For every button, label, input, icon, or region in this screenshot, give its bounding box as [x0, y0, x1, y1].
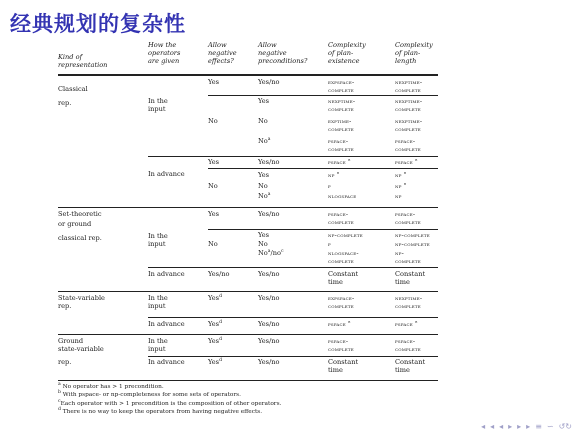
cell: Yes: [208, 158, 220, 166]
cell: pspace- complete: [328, 337, 354, 353]
beamer-navigation: [481, 422, 572, 431]
ground-block: [58, 334, 438, 380]
cell: nexptime- complete: [395, 78, 423, 94]
cell: No$^a$: [258, 191, 271, 200]
cell: Constant time: [328, 270, 359, 286]
row-divider: [148, 356, 438, 357]
prev-frame-icon[interactable]: ◂: [490, 422, 495, 431]
cell: expspace- complete: [328, 294, 355, 310]
cell: No: [208, 182, 218, 190]
complexity-table: [58, 42, 438, 380]
cell: Yes/no: [258, 320, 280, 328]
cell: np $^b$: [328, 170, 340, 179]
cell: nlogspace: [328, 192, 357, 200]
statevariable-advance-label: In advance: [148, 320, 185, 328]
cell: Constant time: [328, 358, 359, 374]
cell: Yes$^d$: [208, 357, 223, 366]
footnotes: [58, 383, 281, 417]
cell: nexptime- complete: [395, 294, 423, 310]
table-header: [58, 42, 438, 75]
next-frame-icon[interactable]: ▸: [517, 422, 522, 431]
cell: pspace- complete: [328, 210, 354, 226]
cell: np-complete: [395, 240, 430, 248]
cell: pspace $^b$: [328, 319, 351, 328]
cell: Yes: [258, 171, 270, 179]
header-kind: Kind of representation: [58, 53, 108, 69]
cell: exptime- complete: [328, 117, 354, 133]
settheoretic-kind-label: Set-theoretic: [58, 210, 102, 218]
settheoretic-block: [58, 207, 438, 291]
cell: Yes/no: [258, 210, 280, 218]
cell: nexptime- complete: [395, 97, 423, 113]
row-divider: [208, 168, 438, 169]
ground-input-label: In the input: [148, 337, 168, 353]
classical-kind-label: Classical: [58, 85, 88, 93]
cell: p: [328, 240, 331, 248]
first-slide-icon[interactable]: ◂: [481, 422, 486, 431]
footnote-d: $^d$ There is no way to keep the operators from having negative effects.: [58, 407, 263, 416]
header-operators: How the operators are given: [148, 41, 181, 65]
next-slide-icon[interactable]: ▸: [508, 422, 513, 431]
cell: No: [258, 240, 268, 248]
cell: Yes/no: [258, 358, 280, 366]
cell: Constant time: [395, 270, 426, 286]
cell: No$^a$: [258, 136, 271, 145]
cell: nexptime- complete: [395, 117, 423, 133]
cell: pspace- complete: [328, 137, 354, 153]
settheoretic-advance-label: In advance: [148, 270, 185, 278]
cell: nlogspace- complete: [328, 249, 359, 265]
cell: Yes: [208, 78, 220, 86]
cell: nexptime- complete: [328, 97, 356, 113]
cell: p: [328, 182, 331, 190]
cell: No: [258, 182, 268, 190]
header-plan-length: Complexity of plan- length: [395, 41, 433, 65]
cell: expspace- complete: [328, 78, 355, 94]
footnote-c: $^c$Each operator with > 1 precondition is the composition of other operators.: [58, 398, 282, 407]
settheoretic-kind-label-2: or ground: [58, 220, 92, 228]
cell: Yes/no: [258, 337, 280, 345]
settheoretic-input-label: In the input: [148, 232, 168, 248]
cell: Yes/no: [258, 78, 280, 86]
settheoretic-kind-label-3: classical rep.: [58, 234, 102, 242]
cell: np: [395, 192, 402, 200]
row-divider: [148, 156, 438, 157]
cell: pspace $^b$: [328, 157, 351, 166]
ground-kind-label: Ground state-variable: [58, 337, 104, 353]
cell: Yes/no: [208, 270, 230, 278]
classical-block: [58, 75, 438, 207]
cell: np- complete: [395, 249, 421, 265]
ground-kind-label-2: rep.: [58, 358, 72, 366]
cell: np-complete: [395, 231, 430, 239]
table-bottom-rule: [58, 380, 438, 381]
header-negative-preconditions: Allow negative preconditions?: [258, 41, 308, 65]
cell: pspace- complete: [395, 337, 421, 353]
statevariable-block: [58, 291, 438, 334]
cell: Constant time: [395, 358, 426, 374]
cell: Yes: [258, 97, 270, 105]
row-divider: [208, 95, 438, 96]
cell: pspace $^b$: [395, 157, 418, 166]
menu-icon[interactable]: ≡: [535, 422, 542, 431]
cell: No: [208, 240, 218, 248]
statevariable-kind-label: State-variable rep.: [58, 294, 105, 310]
ground-advance-label: In advance: [148, 358, 185, 366]
cell: Yes: [258, 231, 270, 239]
row-divider: [148, 267, 438, 268]
cell: np $^b$: [395, 181, 407, 190]
slide-title: 经典规划的复杂性: [10, 12, 186, 36]
last-slide-icon[interactable]: ▸: [526, 422, 531, 431]
cell: pspace- complete: [395, 210, 421, 226]
footnote-a: $^a$ No operator has > 1 precondition.: [58, 382, 164, 390]
cell: np-complete: [328, 231, 363, 239]
row-divider: [148, 317, 438, 318]
statevariable-input-label: In the input: [148, 294, 168, 310]
cell: Yes/no: [258, 158, 280, 166]
row-divider: [208, 229, 438, 230]
classical-input-label: In the input: [148, 97, 168, 113]
cell: pspace- complete: [395, 137, 421, 153]
cell: np $^b$: [395, 170, 407, 179]
cell: Yes/no: [258, 294, 280, 302]
zoom-icon[interactable]: ↺↻: [558, 422, 572, 431]
prev-slide-icon[interactable]: ◂: [499, 422, 504, 431]
classical-kind-label-2: rep.: [58, 99, 72, 107]
cell: $No^a/no^c$: [258, 248, 284, 257]
footnote-b: $^b$ With pspace- or np-completeness for some sets of operators.: [58, 390, 241, 399]
search-icon[interactable]: ∽: [546, 422, 554, 431]
cell: Yes$^d$: [208, 336, 223, 345]
cell: Yes/no: [258, 270, 280, 278]
cell: Yes$^d$: [208, 319, 223, 328]
cell: Yes: [208, 210, 220, 218]
cell: No: [208, 117, 218, 125]
cell: Yes$^d$: [208, 293, 223, 302]
classical-advance-label: In advance: [148, 170, 185, 178]
header-negative-effects: Allow negative effects?: [208, 41, 237, 65]
cell: No: [258, 117, 268, 125]
cell: pspace $^b$: [395, 319, 418, 328]
header-plan-existence: Complexity of plan- existence: [328, 41, 366, 65]
